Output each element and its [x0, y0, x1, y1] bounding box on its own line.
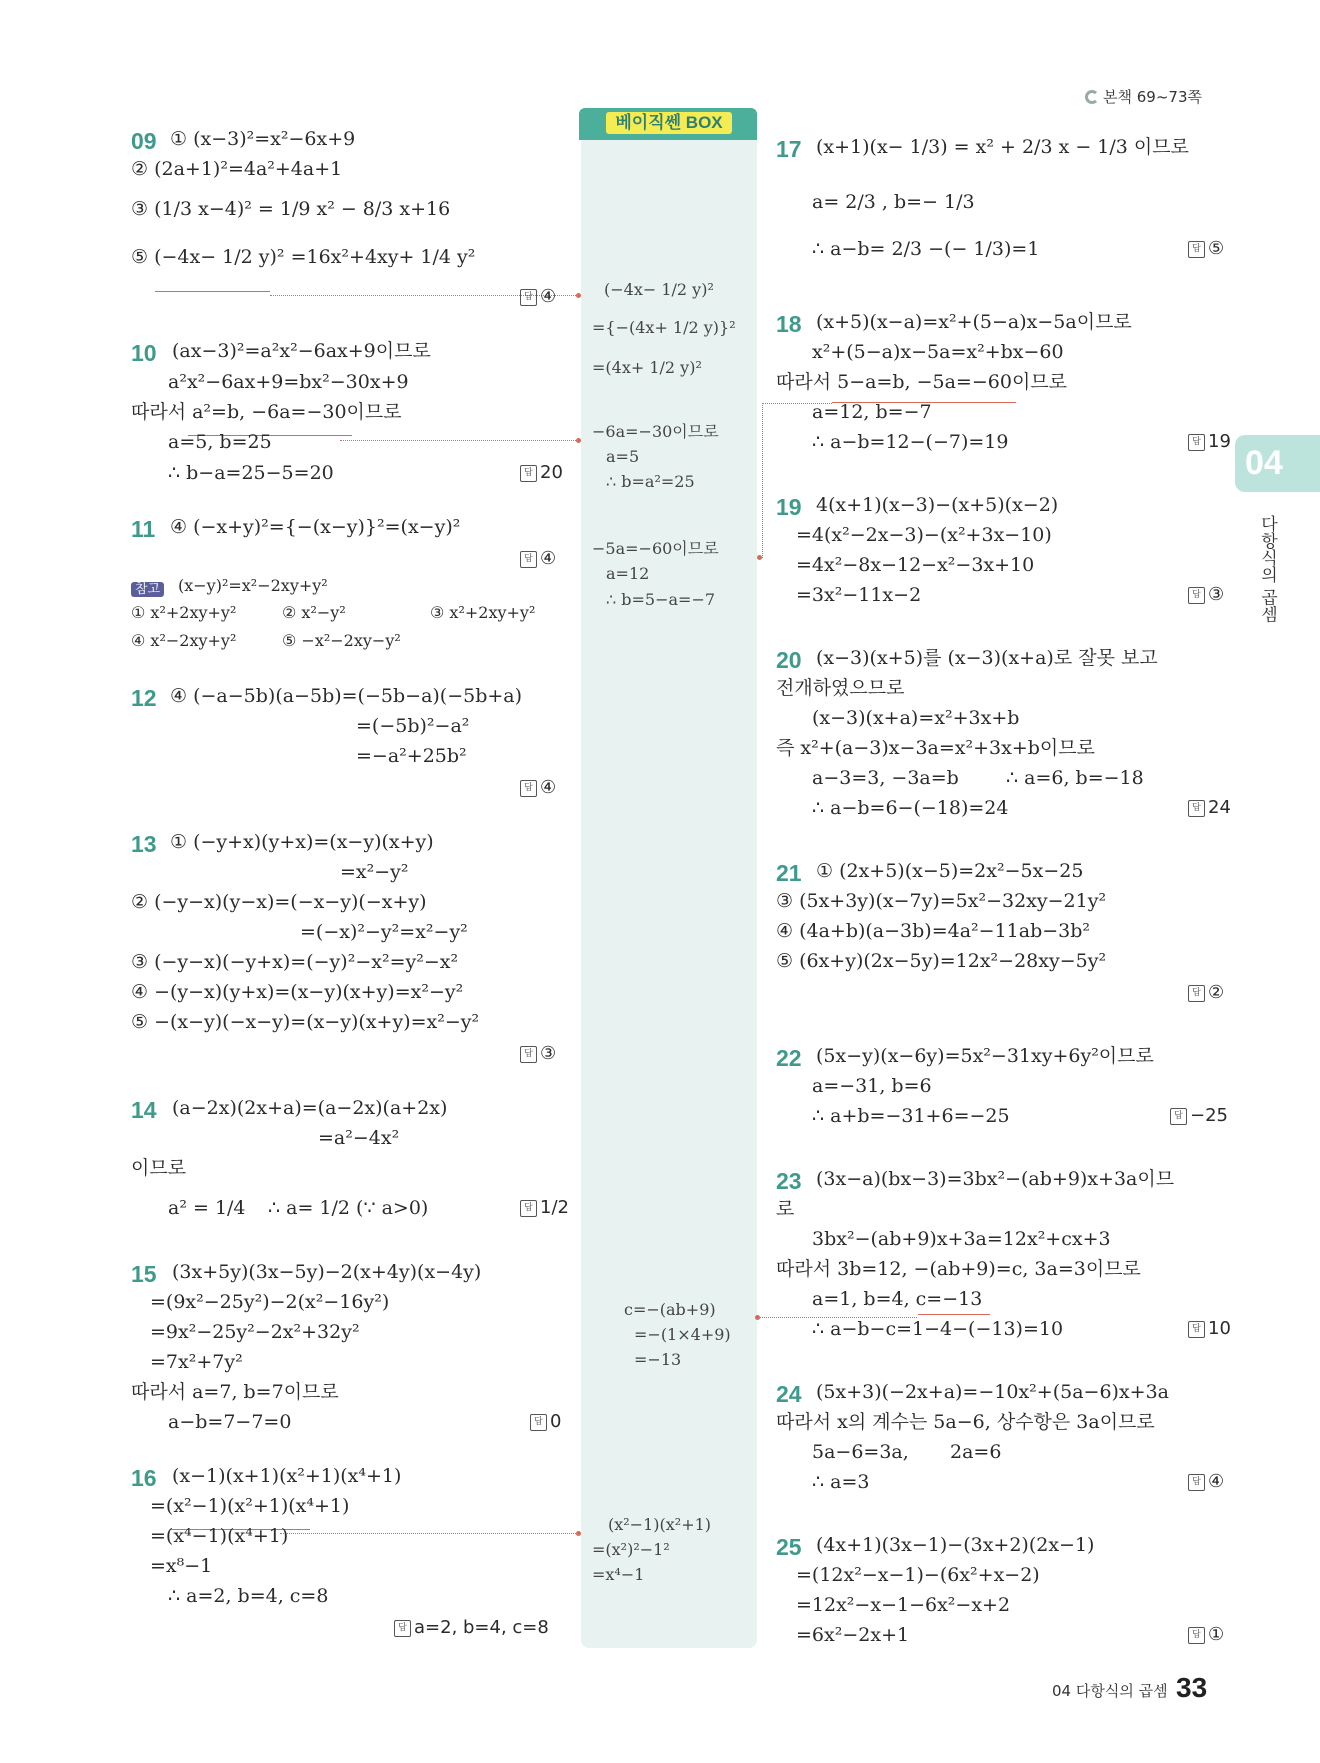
solution-line: =(x⁴−1)(x⁴+1)	[150, 1525, 289, 1547]
answer	[520, 288, 556, 306]
problem-number: 11	[131, 516, 156, 542]
connector-line	[762, 403, 763, 558]
solution-line: =(−5b)²−a²	[356, 715, 470, 737]
problem-number: 23	[776, 1168, 802, 1194]
answer-marker-icon: 답	[1188, 800, 1205, 817]
box-note-line: ∴ b=a²=25	[606, 472, 695, 491]
answer-marker-icon: 답	[1188, 587, 1205, 604]
solution-line: ③ (5x+3y)(x−7y)=5x²−32xy−21y²	[776, 890, 1107, 912]
solution-line: 전개하였으므로	[776, 677, 905, 699]
box-note-line: =−(1×4+9)	[634, 1325, 731, 1344]
problem-number: 18	[776, 311, 802, 337]
solution-line: =6x²−2x+1	[796, 1624, 910, 1646]
note-badge	[131, 578, 174, 597]
answer	[530, 1413, 561, 1431]
solution-line: ∴ a+b=−31+6=−25	[812, 1105, 1010, 1127]
note-badge-label: 참고	[131, 582, 164, 597]
problem-number: 20	[776, 647, 802, 673]
solution-line: =x²−y²	[340, 861, 409, 883]
answer-marker-icon: 답	[1188, 985, 1205, 1002]
answer	[1188, 433, 1231, 451]
box-note-line: (x²−1)(x²+1)	[608, 1515, 712, 1534]
solution-line: (x+5)(x−a)=x²+(5−a)x−5a이므로	[816, 311, 1132, 333]
box-note-line: =−13	[634, 1350, 682, 1369]
answer-value: a=2, b=4, c=8	[414, 1617, 549, 1638]
solution-line: ∴ a=3	[812, 1471, 870, 1493]
solution-line: a=−31, b=6	[812, 1075, 932, 1097]
box-note-line: (−4x− 1/2 y)²	[604, 280, 714, 299]
box-note-line: =x⁴−1	[592, 1565, 645, 1584]
connector-dot	[576, 1531, 581, 1536]
solution-line: a=1, b=4, c=−13	[812, 1288, 983, 1310]
solution-line: ∴ a=6, b=−18	[1006, 767, 1144, 789]
solution-line: (x−3)(x+5)를 (x−3)(x+a)로 잘못 보고	[816, 647, 1158, 669]
solution-line: ③ (−y−x)(−y+x)=(−y)²−x²=y²−x²	[131, 951, 459, 973]
solution-line: (a−2x)(2x+a)=(a−2x)(a+2x)	[172, 1097, 448, 1119]
problem-number: 13	[131, 831, 157, 857]
answer-marker-icon: 답	[1188, 1321, 1205, 1338]
answer-marker-icon: 답	[1188, 241, 1205, 258]
solution-line: =(−x)²−y²=x²−y²	[300, 921, 468, 943]
solution-line: (x−3)(x+a)=x²+3x+b	[812, 707, 1020, 729]
solution-line: a=5, b=25	[168, 431, 272, 453]
answer	[1170, 1107, 1228, 1125]
problem-number: 15	[131, 1261, 157, 1287]
solution-line: a=12, b=−7	[812, 401, 932, 423]
underline	[155, 291, 270, 292]
solution-line: 따라서 3b=12, −(ab+9)=c, 3a=3이므로	[776, 1258, 1141, 1280]
answer	[520, 550, 556, 568]
solution-line: ∴ a−b= 2/3 −(− 1/3)=1	[812, 238, 1040, 260]
answer-value: ①	[1208, 1624, 1225, 1645]
solution-line: ① (x−3)²=x²−6x+9	[170, 128, 356, 150]
solution-line: (5x−y)(x−6y)=5x²−31xy+6y²이므로	[816, 1045, 1154, 1067]
answer	[1188, 1626, 1224, 1644]
solution-line: ⑤ −(x−y)(−x−y)=(x−y)(x+y)=x²−y²	[131, 1011, 480, 1033]
solution-line: (x−1)(x+1)(x²+1)(x⁴+1)	[172, 1465, 402, 1487]
solution-line: =−a²+25b²	[356, 745, 467, 767]
solution-line: ④ (−x+y)²={−(x−y)}²=(x−y)²	[170, 516, 461, 538]
solution-line: =4x²−8x−12−x²−3x+10	[796, 554, 1035, 576]
solution-line: ④ −(y−x)(y+x)=(x−y)(x+y)=x²−y²	[131, 981, 464, 1003]
solution-line: (ax−3)²=a²x²−6ax+9이므로	[172, 340, 431, 362]
answer	[1188, 799, 1231, 817]
answer	[1188, 1320, 1231, 1338]
solution-line: ③ (1/3 x−4)² = 1/9 x² − 8/3 x+16	[131, 198, 451, 220]
connector-line	[280, 1533, 580, 1534]
problem-number: 10	[131, 340, 157, 366]
solution-line: a²x²−6ax+9=bx²−30x+9	[168, 371, 409, 393]
solution-line: ② x²−y²	[282, 603, 346, 622]
basic-box-column	[581, 108, 757, 1648]
solution-line: a−b=7−7=0	[168, 1411, 292, 1433]
box-note-line: −6a=−30이므로	[592, 422, 719, 441]
connector-line	[340, 440, 580, 441]
solution-line: (x+1)(x− 1/3) = x² + 2/3 x − 1/3 이므로	[816, 136, 1189, 158]
solution-line: =(12x²−x−1)−(6x²+x−2)	[796, 1564, 1040, 1586]
box-note-line: −5a=−60이므로	[592, 539, 719, 558]
solution-line: =a²−4x²	[318, 1127, 400, 1149]
answer	[520, 1199, 569, 1217]
problem-number: 17	[776, 136, 802, 162]
solution-line: a−3=3, −3a=b	[812, 767, 959, 789]
solution-line: ③ x²+2xy+y²	[430, 603, 536, 622]
answer-value: ②	[1208, 982, 1225, 1003]
solution-line: 로	[776, 1198, 795, 1220]
underline	[918, 1314, 990, 1315]
solution-line: ⑤ −x²−2xy−y²	[282, 631, 401, 650]
solution-line: 5a−6=3a,	[812, 1441, 909, 1463]
problem-number: 25	[776, 1534, 802, 1560]
answer-value: ⑤	[1208, 238, 1225, 259]
answer-marker-icon: 답	[520, 289, 537, 306]
box-note-line: ={−(4x+ 1/2 y)}²	[592, 318, 736, 337]
box-note-line: a=12	[606, 564, 650, 583]
answer-marker-icon: 답	[1188, 1474, 1205, 1491]
solution-line: a= 2/3 , b=− 1/3	[812, 191, 975, 213]
solution-line: =7x²+7y²	[150, 1351, 243, 1373]
box-note-line: ∴ b=5−a=−7	[606, 590, 716, 609]
solution-line: =x⁸−1	[150, 1555, 213, 1577]
solution-line: a² = 1/4	[168, 1197, 246, 1219]
answer-value: 10	[1208, 1318, 1231, 1339]
solution-line: ∴ a−b−c=1−4−(−13)=10	[812, 1318, 1064, 1340]
problem-number: 12	[131, 685, 157, 711]
problem-number: 22	[776, 1045, 802, 1071]
page-number: 33	[1176, 1672, 1208, 1703]
solution-line: (3x−a)(bx−3)=3bx²−(ab+9)x+3a이므	[816, 1168, 1175, 1190]
solution-line: ① x²+2xy+y²	[131, 603, 237, 622]
solution-line: x²+(5−a)x−5a=x²+bx−60	[812, 341, 1064, 363]
chapter-title-vertical: 다항식의 곱셈	[1257, 515, 1277, 623]
solution-line: 2a=6	[950, 1441, 1002, 1463]
problem-number: 16	[131, 1465, 157, 1491]
answer	[520, 779, 556, 797]
solution-line: ② (−y−x)(y−x)=(−x−y)(−x+y)	[131, 891, 427, 913]
answer-marker-icon: 답	[520, 551, 537, 568]
answer-value: ④	[540, 286, 557, 307]
answer-value: −25	[1190, 1105, 1228, 1126]
basic-box-title: 베이직쎈 BOX	[606, 112, 732, 134]
solution-line: ⑤ (6x+y)(2x−5y)=12x²−28xy−5y²	[776, 950, 1107, 972]
problem-number: 21	[776, 860, 802, 886]
answer-marker-icon: 답	[520, 1200, 537, 1217]
solution-line: 즉 x²+(a−3)x−3a=x²+3x+b이므로	[776, 737, 1095, 759]
solution-line: (5x+3)(−2x+a)=−10x²+(5a−6)x+3a	[816, 1381, 1170, 1403]
answer-marker-icon: 답	[530, 1414, 547, 1431]
solution-line: 이므로	[131, 1157, 187, 1179]
solution-line: 따라서 5−a=b, −5a=−60이므로	[776, 371, 1068, 393]
answer-value: ③	[540, 1043, 557, 1064]
problem-number: 19	[776, 494, 802, 520]
solution-line: =9x²−25y²−2x²+32y²	[150, 1321, 360, 1343]
answer-marker-icon: 답	[394, 1620, 411, 1637]
answer-marker-icon: 답	[1170, 1108, 1187, 1125]
solution-line: ④ (−a−5b)(a−5b)=(−5b−a)(−5b+a)	[170, 685, 523, 707]
problem-number: 14	[131, 1097, 157, 1123]
solution-line: ① (−y+x)(y+x)=(x−y)(x+y)	[170, 831, 434, 853]
box-note-line: c=−(ab+9)	[624, 1300, 716, 1319]
box-note-line: =(x²)²−1²	[592, 1540, 670, 1559]
answer-marker-icon: 답	[520, 1046, 537, 1063]
solution-line: =(x²−1)(x²+1)(x⁴+1)	[150, 1495, 350, 1517]
solution-line: (4x+1)(3x−1)−(3x+2)(2x−1)	[816, 1534, 1095, 1556]
solution-line: ② (2a+1)²=4a²+4a+1	[131, 158, 343, 180]
answer-value: 1/2	[540, 1197, 569, 1218]
solution-line: ∴ b−a=25−5=20	[168, 462, 334, 484]
solution-line: 따라서 a=7, b=7이므로	[131, 1381, 339, 1403]
problem-number: 09	[131, 128, 157, 154]
answer	[394, 1619, 549, 1637]
connector-dot	[755, 1315, 760, 1320]
solution-line: ∴ a−b=12−(−7)=19	[812, 431, 1009, 453]
answer	[1188, 1473, 1224, 1491]
chapter-tab: 04	[1235, 435, 1320, 492]
solution-line: ④ x²−2xy+y²	[131, 631, 237, 650]
answer-value: 20	[540, 462, 563, 483]
solution-line: ∴ a=2, b=4, c=8	[168, 1585, 329, 1607]
answer-value: ④	[540, 777, 557, 798]
solution-line: =12x²−x−1−6x²−x+2	[796, 1594, 1011, 1616]
solution-line: =3x²−11x−2	[796, 584, 922, 606]
solution-line: ④ (4a+b)(a−3b)=4a²−11ab−3b²	[776, 920, 1091, 942]
answer	[1188, 240, 1224, 258]
solution-line: 따라서 a²=b, −6a=−30이므로	[131, 401, 402, 423]
answer	[520, 464, 563, 482]
box-note-line: a=5	[606, 447, 640, 466]
answer-value: ③	[1208, 584, 1225, 605]
answer-value: 0	[550, 1411, 562, 1432]
connector-dot	[576, 293, 581, 298]
solution-line: ∴ a−b=6−(−18)=24	[812, 797, 1009, 819]
book-icon	[1085, 90, 1099, 104]
footer-chapter: 04 다항식의 곱셈	[1052, 1682, 1168, 1700]
solution-line: 4(x+1)(x−3)−(x+5)(x−2)	[816, 494, 1059, 516]
answer	[1188, 586, 1224, 604]
solution-line: ∴ a= 1/2 (∵ a>0)	[268, 1197, 429, 1219]
answer-value: 19	[1208, 431, 1231, 452]
connector-dot	[757, 555, 762, 560]
problem-number: 24	[776, 1381, 802, 1407]
solution-line: (x−y)²=x²−2xy+y²	[178, 576, 328, 595]
solution-line: (3x+5y)(3x−5y)−2(x+4y)(x−4y)	[172, 1261, 482, 1283]
connector-dot	[576, 438, 581, 443]
answer-value: ④	[1208, 1471, 1225, 1492]
solution-line: ① (2x+5)(x−5)=2x²−5x−25	[816, 860, 1084, 882]
answer-value: ④	[540, 548, 557, 569]
page-header: 본책 69~73쪽	[1085, 86, 1202, 107]
box-note-line: =(4x+ 1/2 y)²	[592, 358, 702, 377]
solution-line: =(9x²−25y²)−2(x²−16y²)	[150, 1291, 390, 1313]
answer	[1188, 984, 1224, 1002]
solution-line: 따라서 x의 계수는 5a−6, 상수항은 3a이므로	[776, 1411, 1155, 1433]
answer-marker-icon: 답	[1188, 434, 1205, 451]
solution-line: =4(x²−2x−3)−(x²+3x−10)	[796, 524, 1052, 546]
answer-marker-icon: 답	[520, 465, 537, 482]
solution-line: 3bx²−(ab+9)x+3a=12x²+cx+3	[812, 1228, 1111, 1250]
answer-marker-icon: 답	[520, 780, 537, 797]
solution-line: ⑤ (−4x− 1/2 y)² =16x²+4xy+ 1/4 y²	[131, 246, 476, 268]
answer-value: 24	[1208, 797, 1231, 818]
answer-marker-icon: 답	[1188, 1627, 1205, 1644]
answer	[520, 1045, 556, 1063]
